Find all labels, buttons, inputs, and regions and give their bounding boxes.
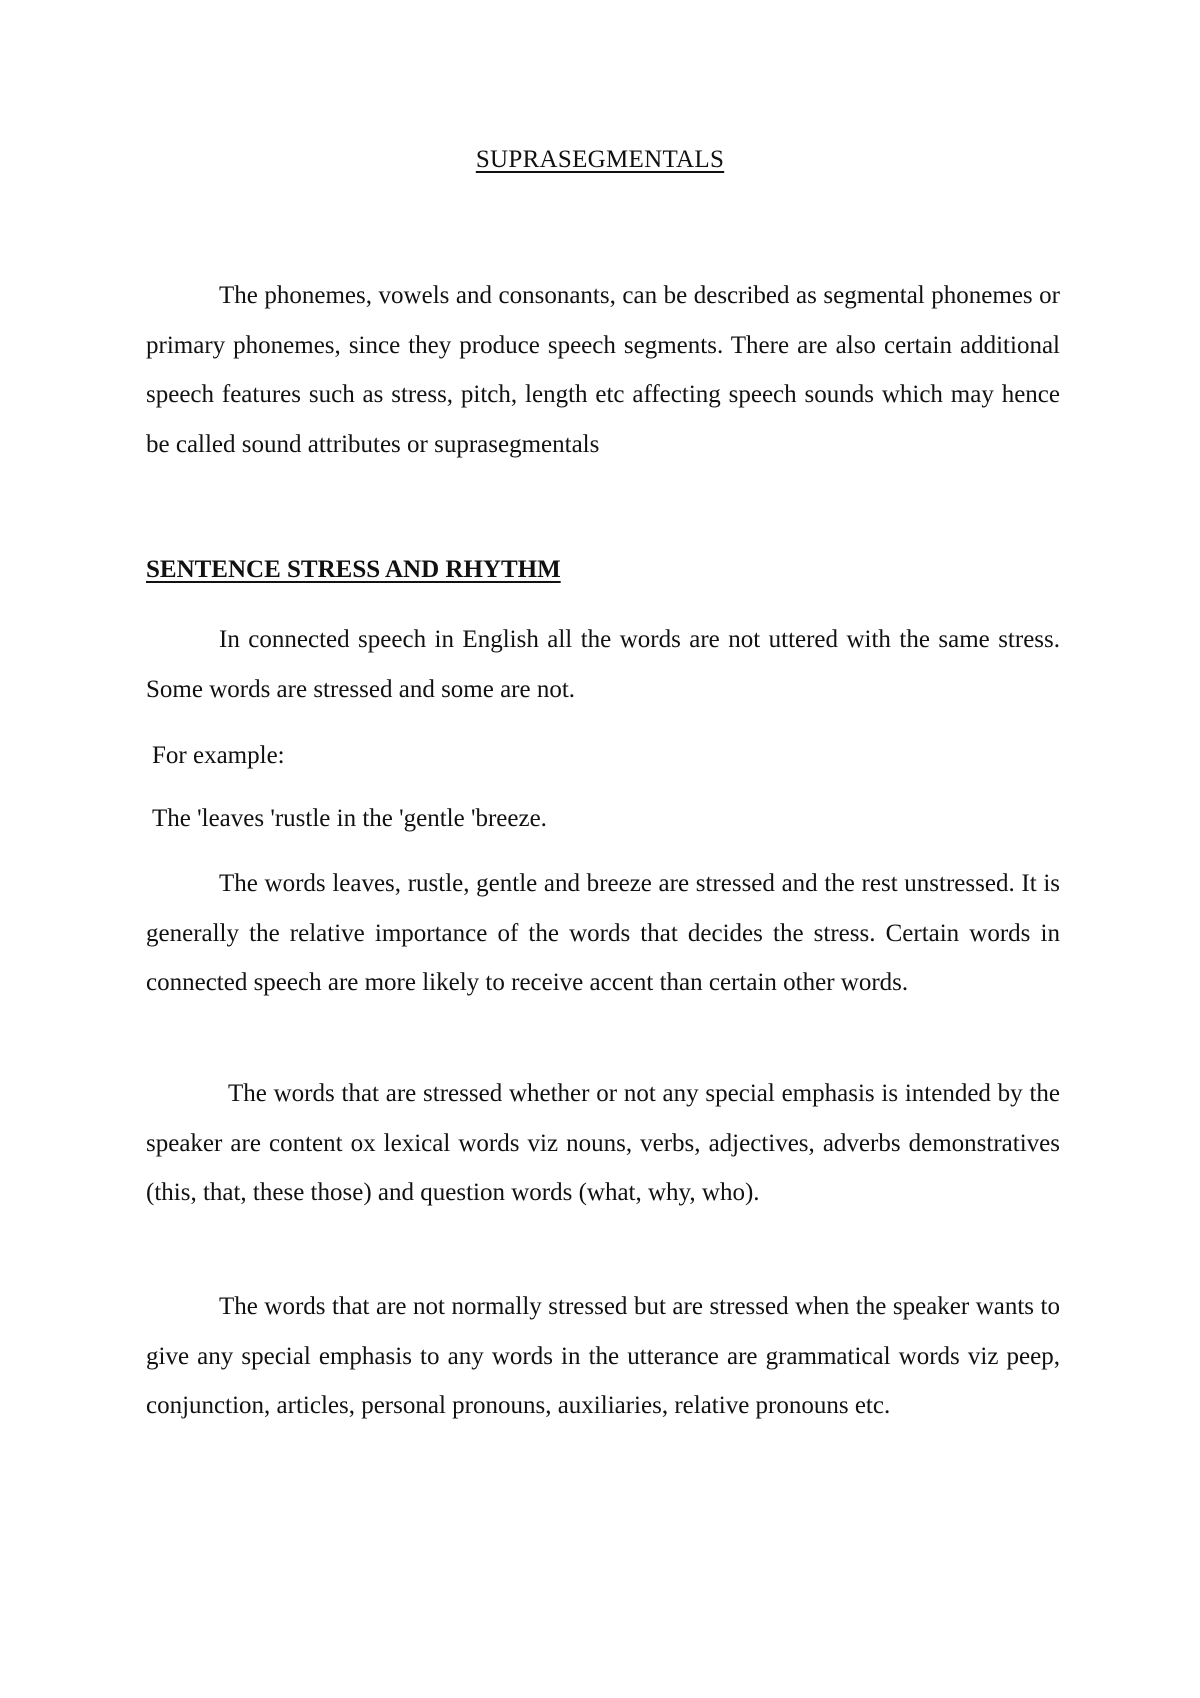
- intro-paragraph: The phonemes, vowels and consonants, can be described as segmental phonemes or primary phonemes, since they produce speech segments. There are also certain additional speech features such as stress, pitch, length etc affecting speech sounds which may hence be called sound attributes or suprasegmentals: [146, 282, 1060, 458]
- section-paragraph-3: The words that are stressed whether or not any special emphasis is intended by the speaker are content ox lexical words viz nouns, verbs, adjectives, adverbs demonstratives (this, that, these those) and question words (what, why, who).: [146, 1080, 1060, 1206]
- section-paragraph-2: The words leaves, rustle, gentle and breeze are stressed and the rest unstressed. It is generally the relative importance of the words that decides the stress. Certain words in connected speech are more likely to receive accent than certain other words.: [146, 870, 1060, 996]
- section-paragraph-1: In connected speech in English all the words are not uttered with the same stress. Some words are stressed and some are not.: [146, 626, 1060, 703]
- section-heading: SENTENCE STRESS AND RHYTHM: [146, 556, 561, 583]
- example-label: For example:: [152, 742, 285, 769]
- document-title: SUPRASEGMENTALS: [475, 146, 725, 173]
- example-sentence: The 'leaves 'rustle in the 'gentle 'breeze.: [152, 805, 547, 832]
- section-paragraph-4: The words that are not normally stressed but are stressed when the speaker wants to give any special emphasis to any words in the utterance are grammatical words viz peep, conjunction, articles, personal pronouns, auxiliaries, relative pronouns etc.: [146, 1293, 1060, 1419]
